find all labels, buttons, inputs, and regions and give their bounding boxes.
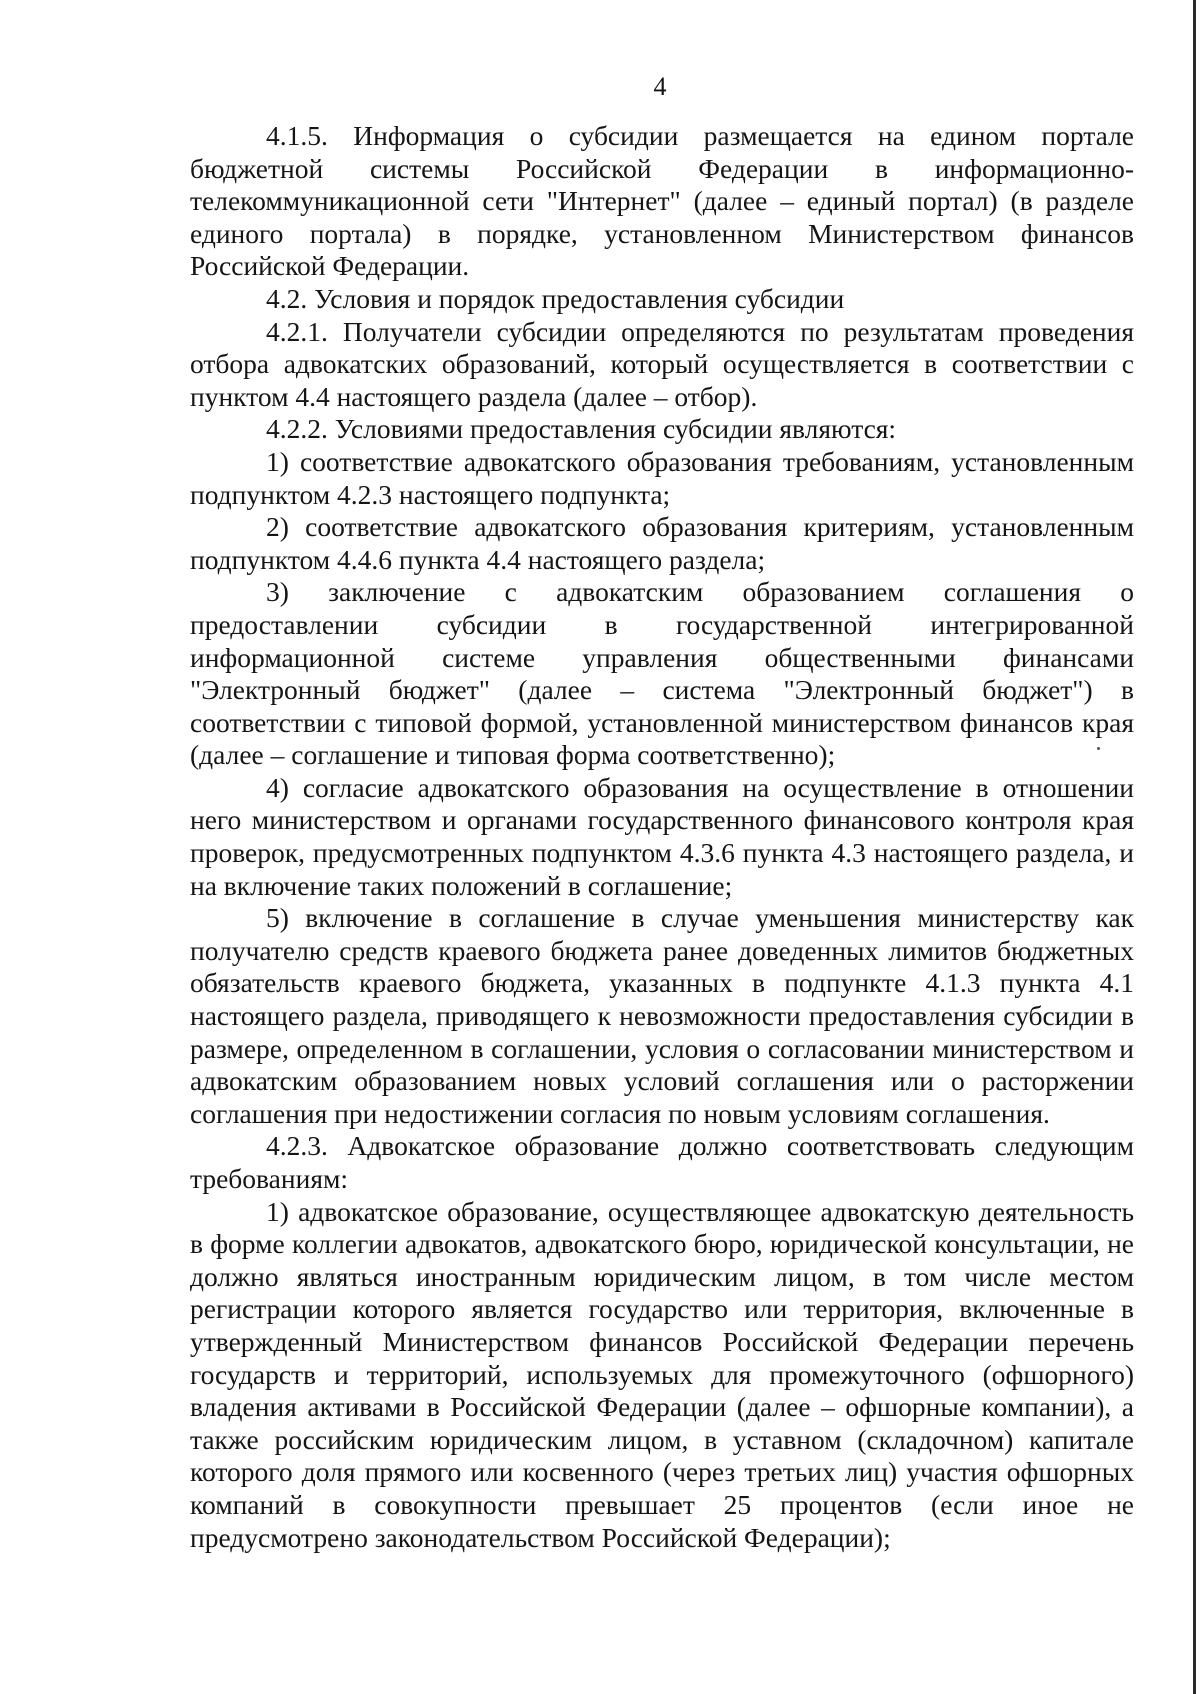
page-number: 4 (653, 72, 667, 101)
scan-edge-line (1193, 0, 1196, 1694)
list-item-condition-5: 5) включение в соглашение в случае уменьшения министерству как получателю средств краевого бюджета ранее доведенных лимитов бюджетных обязательств краевого бюджета, указанных в подпункте 4.1.3 пункта 4.1 настоящего раздела, приводящего к невозможности предоставления субсидии в размере, определенном в соглашении, условия о согласовании министерством и адвокатским образованием новых условий соглашения или о расторжении соглашения при недостижении согласия по новым условиям соглашения. (190, 902, 1134, 1129)
list-item-condition-3: 3) заключение с адвокатским образованием соглашения о предоставлении субсидии в государственной интегрированной информационной системе управления общественными финансами "Электронный бюджет" (далее – система "Электронный бюджет") в соответствии с типовой формой, установленной министерством финансов края (далее – соглашение и типовая форма соответственно); (190, 576, 1134, 771)
list-item-condition-1: 1) соответствие адвокатского образования требованиям, установленным подпунктом 4.2.3 настоящего подпункта; (190, 445, 1134, 510)
paragraph-4-2-1: 4.2.1. Получатели субсидии определяются по результатам проведения отбора адвокатских образований, который осуществляется в соответствии с пунктом 4.4 настоящего раздела (далее – отбор). (190, 315, 1134, 412)
list-item-condition-2: 2) соответствие адвокатского образования критериям, установленным подпунктом 4.4.6 пункта 4.4 настоящего раздела; (190, 511, 1134, 575)
paragraph-4-2-2: 4.2.2. Условиями предоставления субсидии являются: (266, 413, 897, 445)
list-item-requirement-1: 1) адвокатское образование, осуществляющее адвокатскую деятельность в форме коллегии адвокатов, адвокатского бюро, юридической консультации, не должно являться иностранным юридическим лицом, в том числе местом регистрации которого является государство или территория, включенные в утвержденный Министерством финансов Российской Федерации перечень государств и территорий, используемых для промежуточного (офшорного) владения активами в Российской Федерации (далее – офшорные компании), а также российским юридическим лицом, в уставном (складочном) капитале которого доля прямого или косвенного (через третьих лиц) участия офшорных компаний в совокупности превышает 25 процентов (если иное не предусмотрено законодательством Российской Федерации); (190, 1195, 1134, 1553)
paragraph-4-1-5: 4.1.5. Информация о субсидии размещается на едином портале бюджетной системы Российской Федерации в информационно-телекоммуникационной сети "Интернет" (далее – единый портал) (в разделе единого портала) в порядке, установленном Министерством финансов Российской Федерации. (190, 120, 1134, 282)
paragraph-4-2-heading: 4.2. Условия и порядок предоставления субсидии (266, 282, 845, 314)
paragraph-4-2-3: 4.2.3. Адвокатское образование должно соответствовать следующим требованиям: (190, 1130, 1134, 1194)
scan-speck (1097, 747, 1100, 750)
document-body (190, 120, 1134, 1554)
list-item-condition-4: 4) согласие адвокатского образования на осуществление в отношении него министерством и органами государственного финансового контроля края проверок, предусмотренных подпунктом 4.3.6 пункта 4.3 настоящего раздела, и на включение таких положений в соглашение; (190, 771, 1134, 901)
